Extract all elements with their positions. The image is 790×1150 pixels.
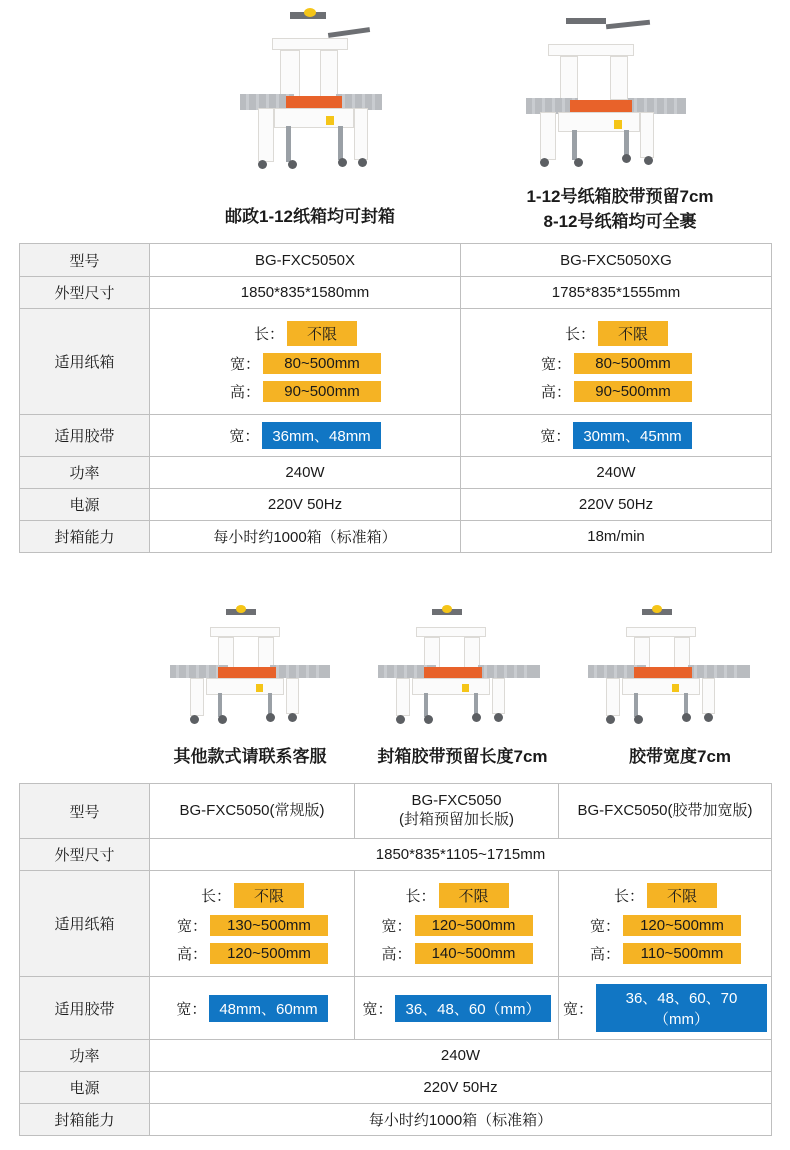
spec-table-top: [19, 243, 772, 553]
spec-table-bottom: [19, 783, 772, 1136]
table-row: [20, 415, 772, 457]
model-value-b1-line1: BG-FXC5050(常规版): [179, 801, 325, 819]
box-width-key-2: 宽：: [540, 356, 571, 373]
box-length-value-1: 不限: [287, 321, 357, 346]
row-label-box: 适用纸箱: [20, 309, 150, 415]
model-value-1: BG-FXC5050X: [150, 244, 461, 277]
box-spec-b2: [355, 871, 559, 977]
box-length-key-2: 长：: [564, 326, 595, 343]
box-length-value-2: 不限: [598, 321, 668, 346]
size-value-2: 1785*835*1555mm: [461, 277, 772, 309]
box-height-value-b2: 140~500mm: [415, 943, 533, 964]
box-width-key-b3: 宽：: [589, 918, 620, 935]
box-width-key-1: 宽：: [229, 356, 260, 373]
model-value-b2-line2: (封箱预留加长版): [399, 811, 514, 828]
box-length-value-b2: 不限: [439, 883, 509, 908]
tape-key-2: 宽：: [540, 428, 571, 445]
power-value-2: 240W: [461, 457, 772, 489]
caption-machine-1: [160, 205, 460, 230]
table-row: [20, 277, 772, 309]
box-width-value-b2: 120~500mm: [415, 915, 533, 936]
table-row: [20, 244, 772, 277]
tape-value-1: 36mm、48mm: [262, 422, 380, 449]
capacity-value-b: 每小时约1000箱（标准箱）: [150, 1104, 772, 1136]
row-label-box-b: 适用纸箱: [20, 871, 150, 977]
table-row: [20, 1040, 772, 1072]
box-width-row-b2: [359, 915, 554, 936]
caption-machine-2: [455, 185, 785, 234]
caption-text-3: 其他款式请联系客服: [173, 747, 327, 766]
row-label-power: 功率: [20, 457, 150, 489]
box-height-row-b3: [563, 943, 767, 964]
box-width-row-1: [154, 353, 456, 374]
model-value-b3-line1: BG-FXC5050(胶带加宽版): [577, 801, 753, 819]
table-row: [20, 1072, 772, 1104]
box-width-row-2: [465, 353, 767, 374]
caption-text-4: 封箱胶带预留长度7cm: [377, 747, 548, 766]
size-value-b: 1850*835*1105~1715mm: [150, 839, 772, 871]
box-length-value-b3: 不限: [647, 883, 717, 908]
tape-key-b1: 宽：: [176, 1000, 207, 1018]
box-height-row-2: [465, 381, 767, 402]
table-row: [20, 309, 772, 415]
tape-spec-b3: [559, 977, 772, 1040]
caption-machine-3: [140, 745, 360, 770]
row-label-capacity-b: 封箱能力: [20, 1104, 150, 1136]
caption-text-2b: 8-12号纸箱均可全裹: [543, 211, 697, 231]
capacity-value-2: 18m/min: [461, 521, 772, 553]
box-height-value-b1: 120~500mm: [210, 943, 328, 964]
model-value-b2-line1: BG-FXC5050: [411, 792, 502, 810]
supply-value-1: 220V 50Hz: [150, 489, 461, 521]
box-length-key-b1: 长：: [200, 888, 231, 905]
table-row: [20, 457, 772, 489]
box-height-key-b3: 高：: [589, 946, 620, 963]
model-value-b3: [559, 784, 772, 839]
row-label-size: 外型尺寸: [20, 277, 150, 309]
tape-value-2: 30mm、45mm: [573, 422, 691, 449]
box-length-key-1: 长：: [253, 326, 284, 343]
row-label-power-b: 功率: [20, 1040, 150, 1072]
box-length-row-1: [154, 321, 456, 346]
tape-key-1: 宽：: [229, 428, 260, 445]
box-length-key-b3: 长：: [613, 888, 644, 905]
box-length-row-2: [465, 321, 767, 346]
box-height-value-b3: 110~500mm: [623, 943, 741, 964]
power-value-1: 240W: [150, 457, 461, 489]
table-row: [20, 1104, 772, 1136]
box-width-value-1: 80~500mm: [263, 353, 381, 374]
tape-spec-2: [461, 415, 772, 457]
box-height-key-b1: 高：: [176, 946, 207, 963]
caption-machine-4: [350, 745, 575, 770]
model-value-2: BG-FXC5050XG: [461, 244, 772, 277]
box-height-key-b2: 高：: [381, 946, 412, 963]
box-width-row-b1: [154, 915, 350, 936]
machine-illustration-2: [518, 8, 693, 173]
row-label-model: 型号: [20, 244, 150, 277]
box-length-key-b2: 长：: [405, 888, 436, 905]
row-label-model-b: 型号: [20, 784, 150, 839]
power-value-b: 240W: [150, 1040, 772, 1072]
model-value-b2: [355, 784, 559, 839]
table-row: [20, 784, 772, 839]
caption-text-5: 胶带宽度7cm: [628, 747, 732, 766]
box-length-row-b2: [359, 883, 554, 908]
box-height-value-2: 90~500mm: [574, 381, 692, 402]
box-spec-2: [461, 309, 772, 415]
capacity-value-1: 每小时约1000箱（标准箱）: [150, 521, 461, 553]
box-spec-b3: [559, 871, 772, 977]
tape-key-b3: 宽：: [563, 1000, 594, 1018]
model-value-b1: [150, 784, 355, 839]
machine-illustration-3: [160, 605, 340, 730]
table-row: [20, 871, 772, 977]
supply-value-2: 220V 50Hz: [461, 489, 772, 521]
box-height-row-b1: [154, 943, 350, 964]
row-label-supply: 电源: [20, 489, 150, 521]
machine-illustration-1: [228, 8, 388, 173]
machine-illustration-5: [580, 605, 760, 730]
box-length-row-b1: [154, 883, 350, 908]
box-height-key-1: 高：: [229, 384, 260, 401]
box-height-row-1: [154, 381, 456, 402]
box-length-row-b3: [563, 883, 767, 908]
table-row: [20, 521, 772, 553]
box-spec-1: [150, 309, 461, 415]
caption-text-2a: 1-12号纸箱胶带预留7cm: [526, 187, 714, 206]
box-width-row-b3: [563, 915, 767, 936]
box-height-key-2: 高：: [540, 384, 571, 401]
table-row: [20, 977, 772, 1040]
box-width-key-b1: 宽：: [176, 918, 207, 935]
box-width-value-2: 80~500mm: [574, 353, 692, 374]
caption-text-1: 邮政1-12纸箱均可封箱: [224, 207, 396, 226]
tape-value-b1: 48mm、60mm: [209, 995, 327, 1022]
row-label-size-b: 外型尺寸: [20, 839, 150, 871]
tape-spec-b1: [150, 977, 355, 1040]
size-value-1: 1850*835*1580mm: [150, 277, 461, 309]
tape-spec-1: [150, 415, 461, 457]
tape-value-b2: 36、48、60（mm）: [395, 995, 550, 1022]
table-row: [20, 489, 772, 521]
row-label-tape: 适用胶带: [20, 415, 150, 457]
supply-value-b: 220V 50Hz: [150, 1072, 772, 1104]
row-label-supply-b: 电源: [20, 1072, 150, 1104]
table-row: [20, 839, 772, 871]
box-spec-b1: [150, 871, 355, 977]
tape-value-b3: 36、48、60、70（mm）: [596, 984, 767, 1032]
tape-spec-b2: [355, 977, 559, 1040]
box-width-key-b2: 宽：: [381, 918, 412, 935]
box-width-value-b1: 130~500mm: [210, 915, 328, 936]
row-label-tape-b: 适用胶带: [20, 977, 150, 1040]
box-height-row-b2: [359, 943, 554, 964]
row-label-capacity: 封箱能力: [20, 521, 150, 553]
box-height-value-1: 90~500mm: [263, 381, 381, 402]
machine-illustration-4: [370, 605, 550, 730]
box-width-value-b3: 120~500mm: [623, 915, 741, 936]
box-length-value-b1: 不限: [234, 883, 304, 908]
tape-key-b2: 宽：: [362, 1000, 393, 1018]
caption-machine-5: [590, 745, 770, 770]
